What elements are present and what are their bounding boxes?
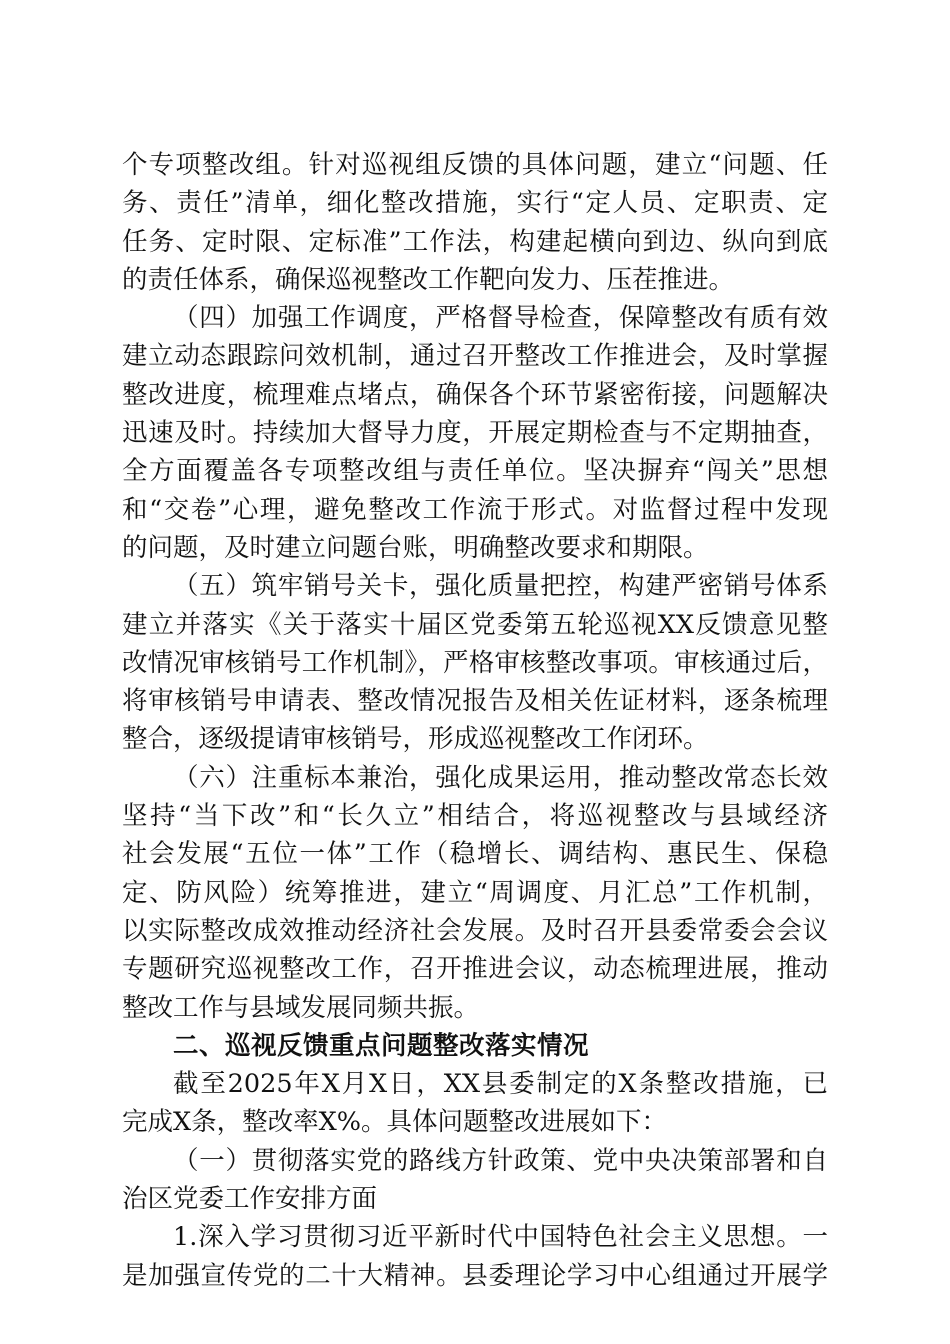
paragraph-line: 迅速及时。持续加大督导力度，开展定期检查与不定期抽查，	[122, 418, 828, 449]
paragraph-line: 截至2025年X月X日，XX县委制定的X条整改措施，已	[173, 1069, 828, 1100]
paragraph-line: 专题研究巡视整改工作，召开推进会议，动态梳理进展，推动	[122, 954, 828, 985]
paragraph-line: 整改进度，梳理难点堵点，确保各个环节紧密衔接，问题解决	[122, 379, 828, 410]
paragraph-line: 1.深入学习贯彻习近平新时代中国特色社会主义思想。一	[173, 1222, 828, 1253]
paragraph-line: 定、防风险）统筹推进，建立“周调度、月汇总”工作机制，	[122, 877, 828, 908]
paragraph-line: 社会发展“五位一体”工作（稳增长、调结构、惠民生、保稳	[122, 839, 828, 870]
paragraph-line: 整合，逐级提请审核销号，形成巡视整改工作闭环。	[122, 724, 709, 755]
paragraph-line: 坚持“当下改”和“长久立”相结合，将巡视整改与县域经济	[122, 801, 828, 832]
paragraph-line: （四）加强工作调度，严格督导检查，保障整改有质有效	[173, 303, 828, 334]
paragraph-line: 任务、定时限、定标准”工作法，构建起横向到边、纵向到底	[122, 226, 828, 257]
paragraph-line: 以实际整改成效推动经济社会发展。及时召开县委常委会会议	[122, 915, 828, 946]
paragraph-line: 将审核销号申请表、整改情况报告及相关佐证材料，逐条梳理	[122, 686, 828, 717]
paragraph-line: 完成X条，整改率X%。具体问题整改进展如下：	[122, 1107, 668, 1138]
paragraph-line: 的问题，及时建立问题台账，明确整改要求和期限。	[122, 532, 709, 563]
paragraph-line: 和“交卷”心理，避免整改工作流于形式。对监督过程中发现	[122, 494, 828, 525]
paragraph-line: 建立动态跟踪问效机制，通过召开整改工作推进会，及时掌握	[122, 341, 828, 372]
paragraph-line: 治区党委工作安排方面	[122, 1184, 378, 1215]
paragraph-line: 的责任体系，确保巡视整改工作靶向发力、压茬推进。	[122, 264, 735, 295]
paragraph-line: 是加强宣传党的二十大精神。县委理论学习中心组通过开展学	[122, 1260, 828, 1291]
paragraph-line: 改情况审核销号工作机制》，严格审核整改事项。审核通过后，	[122, 647, 828, 678]
paragraph-line: （一）贯彻落实党的路线方针政策、党中央决策部署和自	[173, 1145, 828, 1176]
paragraph-line: 建立并落实《关于落实十届区党委第五轮巡视XX反馈意见整	[122, 609, 828, 640]
paragraph-line: （六）注重标本兼治，强化成果运用，推动整改常态长效	[173, 762, 828, 793]
paragraph-line: （五）筑牢销号关卡，强化质量把控，构建严密销号体系	[173, 571, 828, 602]
paragraph-line: 个专项整改组。针对巡视组反馈的具体问题，建立“问题、任	[122, 150, 828, 180]
section-heading: 二、巡视反馈重点问题整改落实情况	[173, 1030, 590, 1061]
paragraph-line: 整改工作与县域发展同频共振。	[122, 992, 480, 1023]
paragraph-line: 全方面覆盖各专项整改组与责任单位。坚决摒弃“闯关”思想	[122, 456, 828, 487]
document-body	[122, 146, 828, 1295]
paragraph-line: 务、责任”清单，细化整改措施，实行“定人员、定职责、定	[122, 188, 828, 219]
